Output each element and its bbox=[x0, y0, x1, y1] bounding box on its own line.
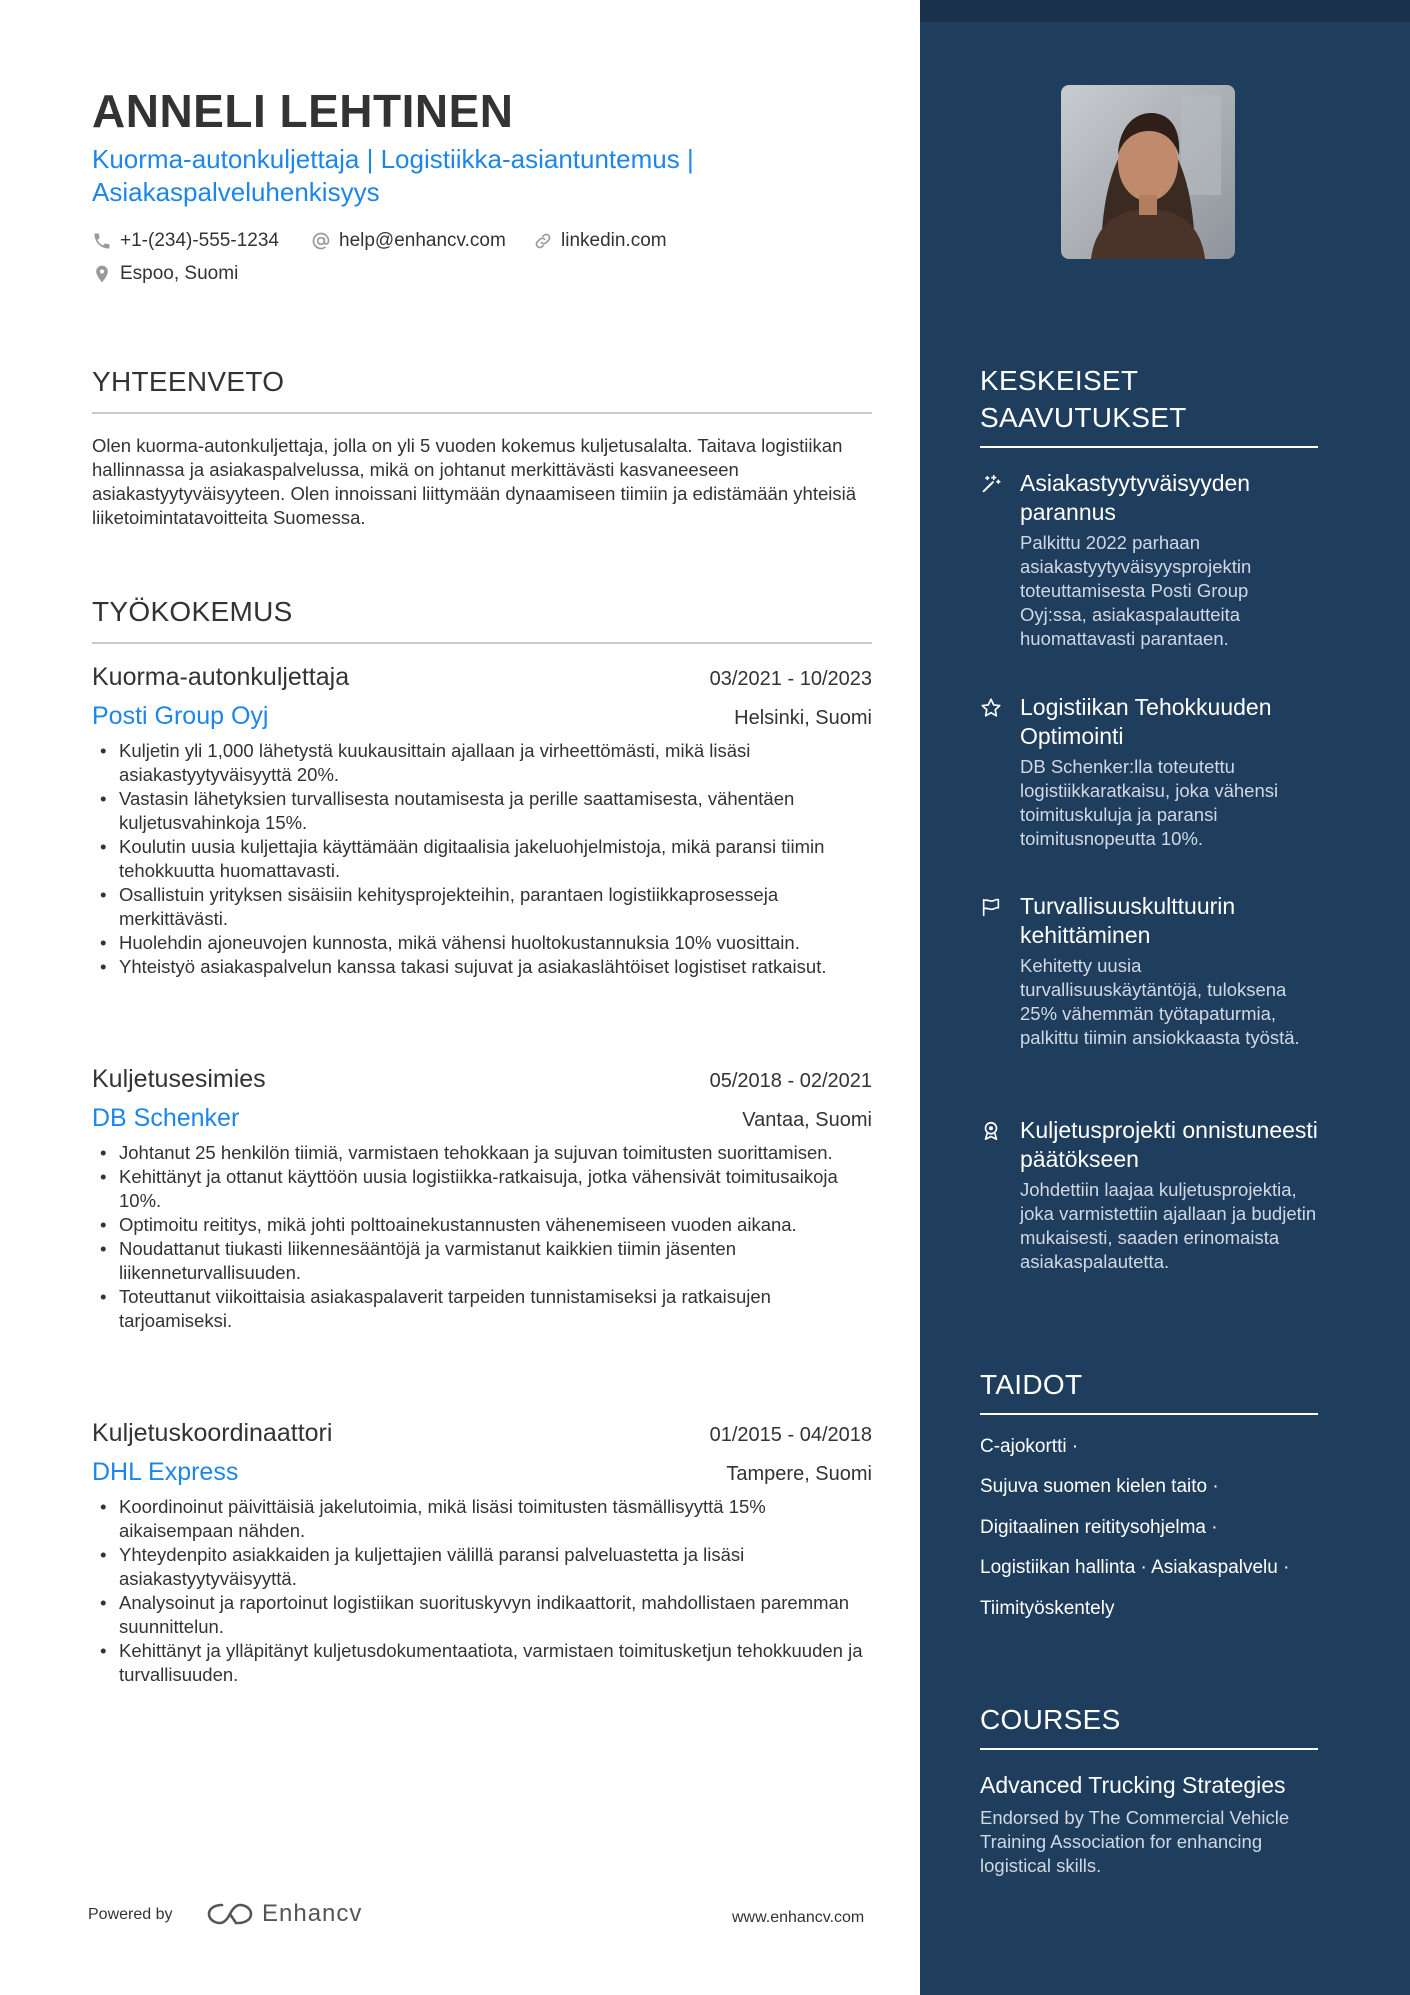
job-bullets bbox=[92, 739, 872, 979]
job-role: Kuljetusesimies bbox=[92, 1065, 266, 1093]
contact-email[interactable] bbox=[311, 230, 506, 252]
job-bullet: • Vastasin lähetyksien turvallisesta noutamisesta ja perille saattamisesta, vähentäen kuljetusvahinkoja 15%. bbox=[92, 787, 872, 835]
job-bullets bbox=[92, 1495, 872, 1687]
job-bullet: • Yhteistyö asiakaspalvelun kanssa takasi sujuvat ja asiakaslähtöiset logistiset ratkaisut. bbox=[92, 955, 872, 979]
job-bullet: • Koordinoinut päivittäisiä jakelutoimia, mikä lisäsi toimitusten täsmällisyyttä 15% aikaisempaan nähden. bbox=[92, 1495, 872, 1543]
courses-heading: COURSES bbox=[980, 1701, 1318, 1750]
job-entry bbox=[92, 1065, 872, 1333]
footer-powered-label: Powered by bbox=[88, 1906, 173, 1923]
job-bullet: • Huolehdin ajoneuvojen kunnosta, mikä vähensi huoltokustannuksia 10% vuosittain. bbox=[92, 931, 872, 955]
job-bullet: • Yhteydenpito asiakkaiden ja kuljettajien välillä paransi palveluastetta ja lisäsi asiakastyytyväisyyttä. bbox=[92, 1543, 872, 1591]
achievement-title: Asiakastyytyväisyyden parannus bbox=[1020, 470, 1251, 525]
candidate-name: ANNELI LEHTINEN bbox=[92, 85, 514, 137]
link-icon bbox=[533, 231, 553, 251]
job-role: Kuorma-autonkuljettaja bbox=[92, 663, 350, 691]
at-icon bbox=[311, 231, 331, 251]
job-dates: 01/2015 - 04/2018 bbox=[709, 1424, 872, 1446]
summary-text: Olen kuorma-autonkuljettaja, jolla on yli 5 vuoden kokemus kuljetusalalta. Taitava logistiikan hallinnassa ja asiakaspalvelussa, mikä on johtanut merkittävästi kasvaneeseen asiakastyytyväisyyteen. Olen innoissani liittymään dynaamiseen tiimiin ja edistämään yhteisiä liiketoimintatavoitteita Suomessa. bbox=[92, 435, 857, 528]
achievement-title: Turvallisuuskulttuurin kehittäminen bbox=[1020, 893, 1236, 948]
award-icon bbox=[980, 1120, 1002, 1142]
achievements-heading: KESKEISET SAAVUTUKSET bbox=[980, 362, 1318, 448]
job-bullet: • Johtanut 25 henkilön tiimiä, varmistaen tehokkaan ja sujuvan toimitusten suorittamisen. bbox=[92, 1141, 872, 1165]
job-bullet: • Toteuttanut viikoittaisia asiakaspalaverit tarpeiden tunnistamiseksi ja ratkaisujen tarjoamiseksi. bbox=[92, 1285, 872, 1333]
phone-text: +1-(234)-555-1234 bbox=[120, 230, 279, 251]
job-bullet: • Koulutin uusia kuljettajia käyttämään digitaalisia jakeluohjelmistoja, mikä paransi tiimin tehokkuutta huomattavasti. bbox=[92, 835, 872, 883]
course-title: Advanced Trucking Strategies bbox=[980, 1772, 1286, 1798]
location-text: Espoo, Suomi bbox=[120, 263, 239, 284]
skill-line: Sujuva suomen kielen taito · bbox=[980, 1476, 1219, 1497]
job-company: DHL Express bbox=[92, 1458, 239, 1486]
achievement-desc: Kehitetty uusia turvallisuuskäytäntöjä, tuloksena 25% vähemmän työtapaturmia, palkittu tiimin ansiokkaasta työstä. bbox=[1020, 955, 1300, 1048]
job-entry bbox=[92, 1419, 872, 1687]
achievement-item bbox=[980, 1116, 1318, 1274]
job-company: Posti Group Oyj bbox=[92, 702, 269, 730]
magic-wand-icon bbox=[980, 473, 1002, 495]
skill-line: Digitaalinen reititysohjelma · bbox=[980, 1517, 1218, 1538]
experience-heading: TYÖKOKEMUS bbox=[92, 596, 872, 644]
summary-heading: YHTEENVETO bbox=[92, 366, 872, 414]
linkedin-text[interactable]: linkedin.com bbox=[561, 230, 667, 251]
profile-photo bbox=[1061, 85, 1235, 259]
flag-icon bbox=[980, 896, 1002, 918]
location-pin-icon bbox=[92, 264, 112, 284]
footer-url[interactable]: www.enhancv.com bbox=[732, 1909, 865, 1926]
course-desc: Endorsed by The Commercial Vehicle Training Association for enhancing logistical skills. bbox=[980, 1807, 1290, 1876]
job-location: Helsinki, Suomi bbox=[734, 707, 872, 729]
job-entry bbox=[92, 663, 872, 979]
job-bullet: • Kehittänyt ja ottanut käyttöön uusia logistiikka-ratkaisuja, jotka vähensivät toimitusaikoja 10%. bbox=[92, 1165, 872, 1213]
email-text[interactable]: help@enhancv.com bbox=[339, 230, 506, 251]
contact-phone bbox=[92, 230, 279, 252]
achievement-desc: Palkittu 2022 parhaan asiakastyytyväisyysprojektin toteuttamisesta Posti Group Oyj:ssa, asiakaspalautteita huomattavasti parantaen. bbox=[1020, 532, 1252, 649]
enhancv-logo-text: Enhancv bbox=[262, 1900, 363, 1927]
star-icon bbox=[980, 697, 1002, 719]
job-bullet: • Osallistuin yrityksen sisäisiin kehitysprojekteihin, parantaen logistiikkaprosesseja merkittävästi. bbox=[92, 883, 872, 931]
job-location: Tampere, Suomi bbox=[726, 1463, 872, 1485]
contact-location bbox=[92, 263, 238, 285]
achievement-item bbox=[980, 469, 1318, 651]
achievement-desc: Johdettiin laajaa kuljetusprojektia, joka varmistettiin ajallaan ja budjetin mukaisesti, saaden erinomaista asiakaspalautetta. bbox=[1020, 1179, 1317, 1272]
achievement-title: Logistiikan Tehokkuuden Optimointi bbox=[1020, 694, 1272, 749]
enhancv-logo[interactable] bbox=[206, 1900, 362, 1928]
phone-icon bbox=[92, 231, 112, 251]
job-dates: 03/2021 - 10/2023 bbox=[709, 668, 872, 690]
skill-line: Logistiikan hallinta · Asiakaspalvelu · bbox=[980, 1557, 1290, 1578]
achievement-item bbox=[980, 892, 1318, 1050]
job-company: DB Schenker bbox=[92, 1104, 240, 1132]
job-bullet: • Kuljetin yli 1,000 lähetystä kuukausittain ajallaan ja virheettömästi, mikä lisäsi asiakastyytyväisyyttä 20%. bbox=[92, 739, 872, 787]
achievement-item bbox=[980, 693, 1318, 851]
contact-linkedin[interactable] bbox=[533, 230, 667, 252]
enhancv-logo-icon bbox=[206, 1900, 254, 1928]
skills-heading: TAIDOT bbox=[980, 1366, 1318, 1415]
job-role: Kuljetuskoordinaattori bbox=[92, 1419, 333, 1447]
job-bullets bbox=[92, 1141, 872, 1333]
skill-line: Tiimityöskentely bbox=[980, 1598, 1115, 1619]
job-bullet: • Optimoitu reititys, mikä johti polttoainekustannusten vähenemiseen vuoden aikana. bbox=[92, 1213, 872, 1237]
sidebar-top-bar bbox=[920, 0, 1410, 22]
job-bullet: • Analysoinut ja raportoinut logistiikan suorituskyvyn indikaattorit, mahdollistaen paremman suunnittelun. bbox=[92, 1591, 872, 1639]
job-location: Vantaa, Suomi bbox=[742, 1109, 872, 1131]
skill-line: C-ajokortti · bbox=[980, 1436, 1079, 1457]
job-bullet: • Noudattanut tiukasti liikennesääntöjä ja varmistanut kaikkien tiimin jäsenten liikenneturvallisuuden. bbox=[92, 1237, 872, 1285]
candidate-title: Kuorma-autonkuljettaja | Logistiikka-asiantuntemus | Asiakaspalveluhenkisyys bbox=[92, 144, 694, 207]
achievement-desc: DB Schenker:lla toteutettu logistiikkaratkaisu, joka vähensi toimituskuluja ja paransi toimitusnopeutta 10%. bbox=[1020, 756, 1279, 849]
achievement-title: Kuljetusprojekti onnistuneesti päätökseen bbox=[1020, 1117, 1318, 1172]
job-bullet: • Kehittänyt ja ylläpitänyt kuljetusdokumentaatiota, varmistaen toimitusketjun tehokkuuden ja turvallisuuden. bbox=[92, 1639, 872, 1687]
job-dates: 05/2018 - 02/2021 bbox=[709, 1070, 872, 1092]
